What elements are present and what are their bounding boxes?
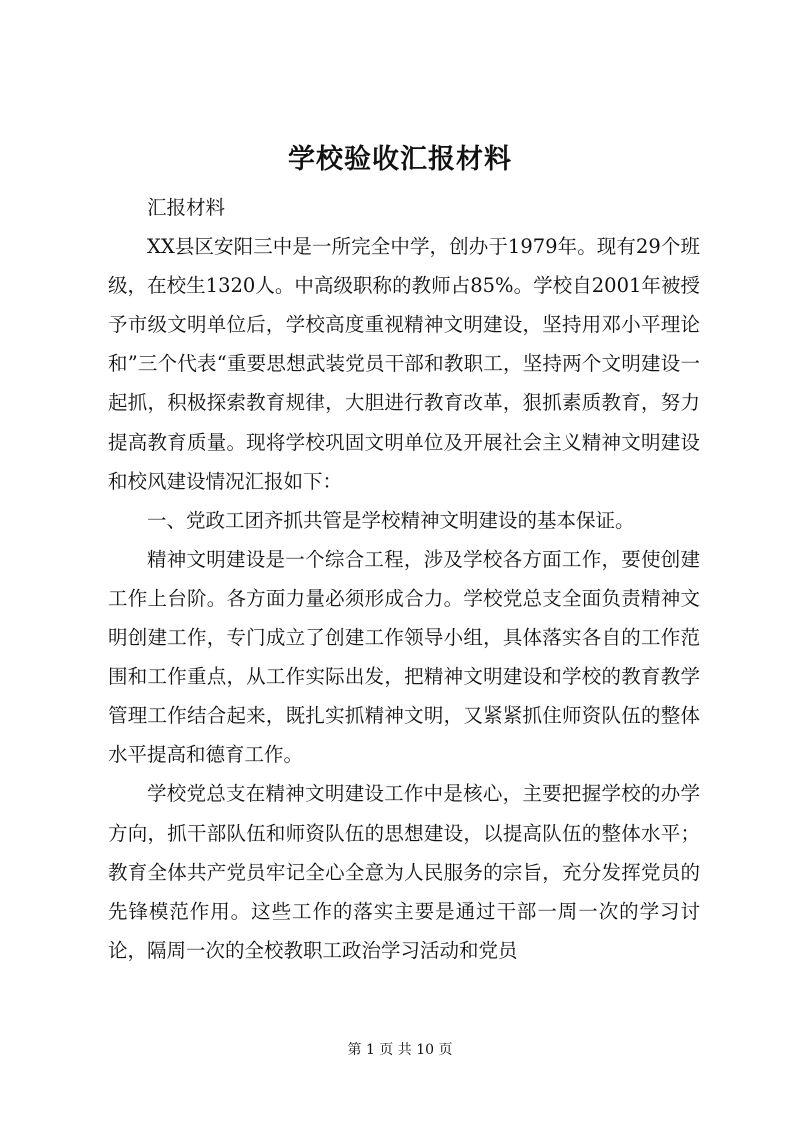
document-body — [108, 188, 700, 970]
paragraph-heading: 汇报材料 — [147, 196, 226, 219]
paragraph-section-heading: 一、党政工团齐抓共管是学校精神文明建设的基本保证。 — [147, 508, 635, 532]
paragraph-body: 学校党总支在精神文明建设工作中是核心，主要把握学校的办学方向，抓干部队伍和师资队伍的思想建设，以提高队伍的整体水平；教育全体共产党员牢记全心全意为人民服务的宗旨，充分发挥党员的先锋模范作用。这些工作的落实主要是通过干部一周一次的学习讨论，隔周一次的全校教职工政治学习活动和党员 — [108, 782, 700, 962]
paragraph-intro: XX县区安阳三中是一所完全中学，创办于1979年。现有29个班级，在校生1320人。中高级职称的教师占85%。学校自2001年被授予市级文明单位后，学校高度重视精神文明建设，坚持用邓小平理论和”三个代表“重要思想武装党员干部和教职工，坚持两个文明建设一起抓，积极探索教育规律，大胆进行教育改革，狠抓素质教育，努力提高教育质量。现将学校巩固文明单位及开展社会主义精神文明建设和校风建设情况汇报如下： — [108, 235, 700, 493]
page-number-footer: 第 1 页 共 10 页 — [347, 1042, 453, 1058]
paragraph-body: 精神文明建设是一个综合工程，涉及学校各方面工作，要使创建工作上台阶。各方面力量必须形成合力。学校党总支全面负责精神文明创建工作，专门成立了创建工作领导小组，具体落实各自的工作范围和工作重点，从工作实际出发，把精神文明建设和学校的教育教学管理工作结合起来，既扎实抓精神文明，又紧紧抓住师资队伍的整体水平提高和德育工作。 — [108, 547, 700, 767]
document-title: 学校验收汇报材料 — [288, 144, 512, 175]
